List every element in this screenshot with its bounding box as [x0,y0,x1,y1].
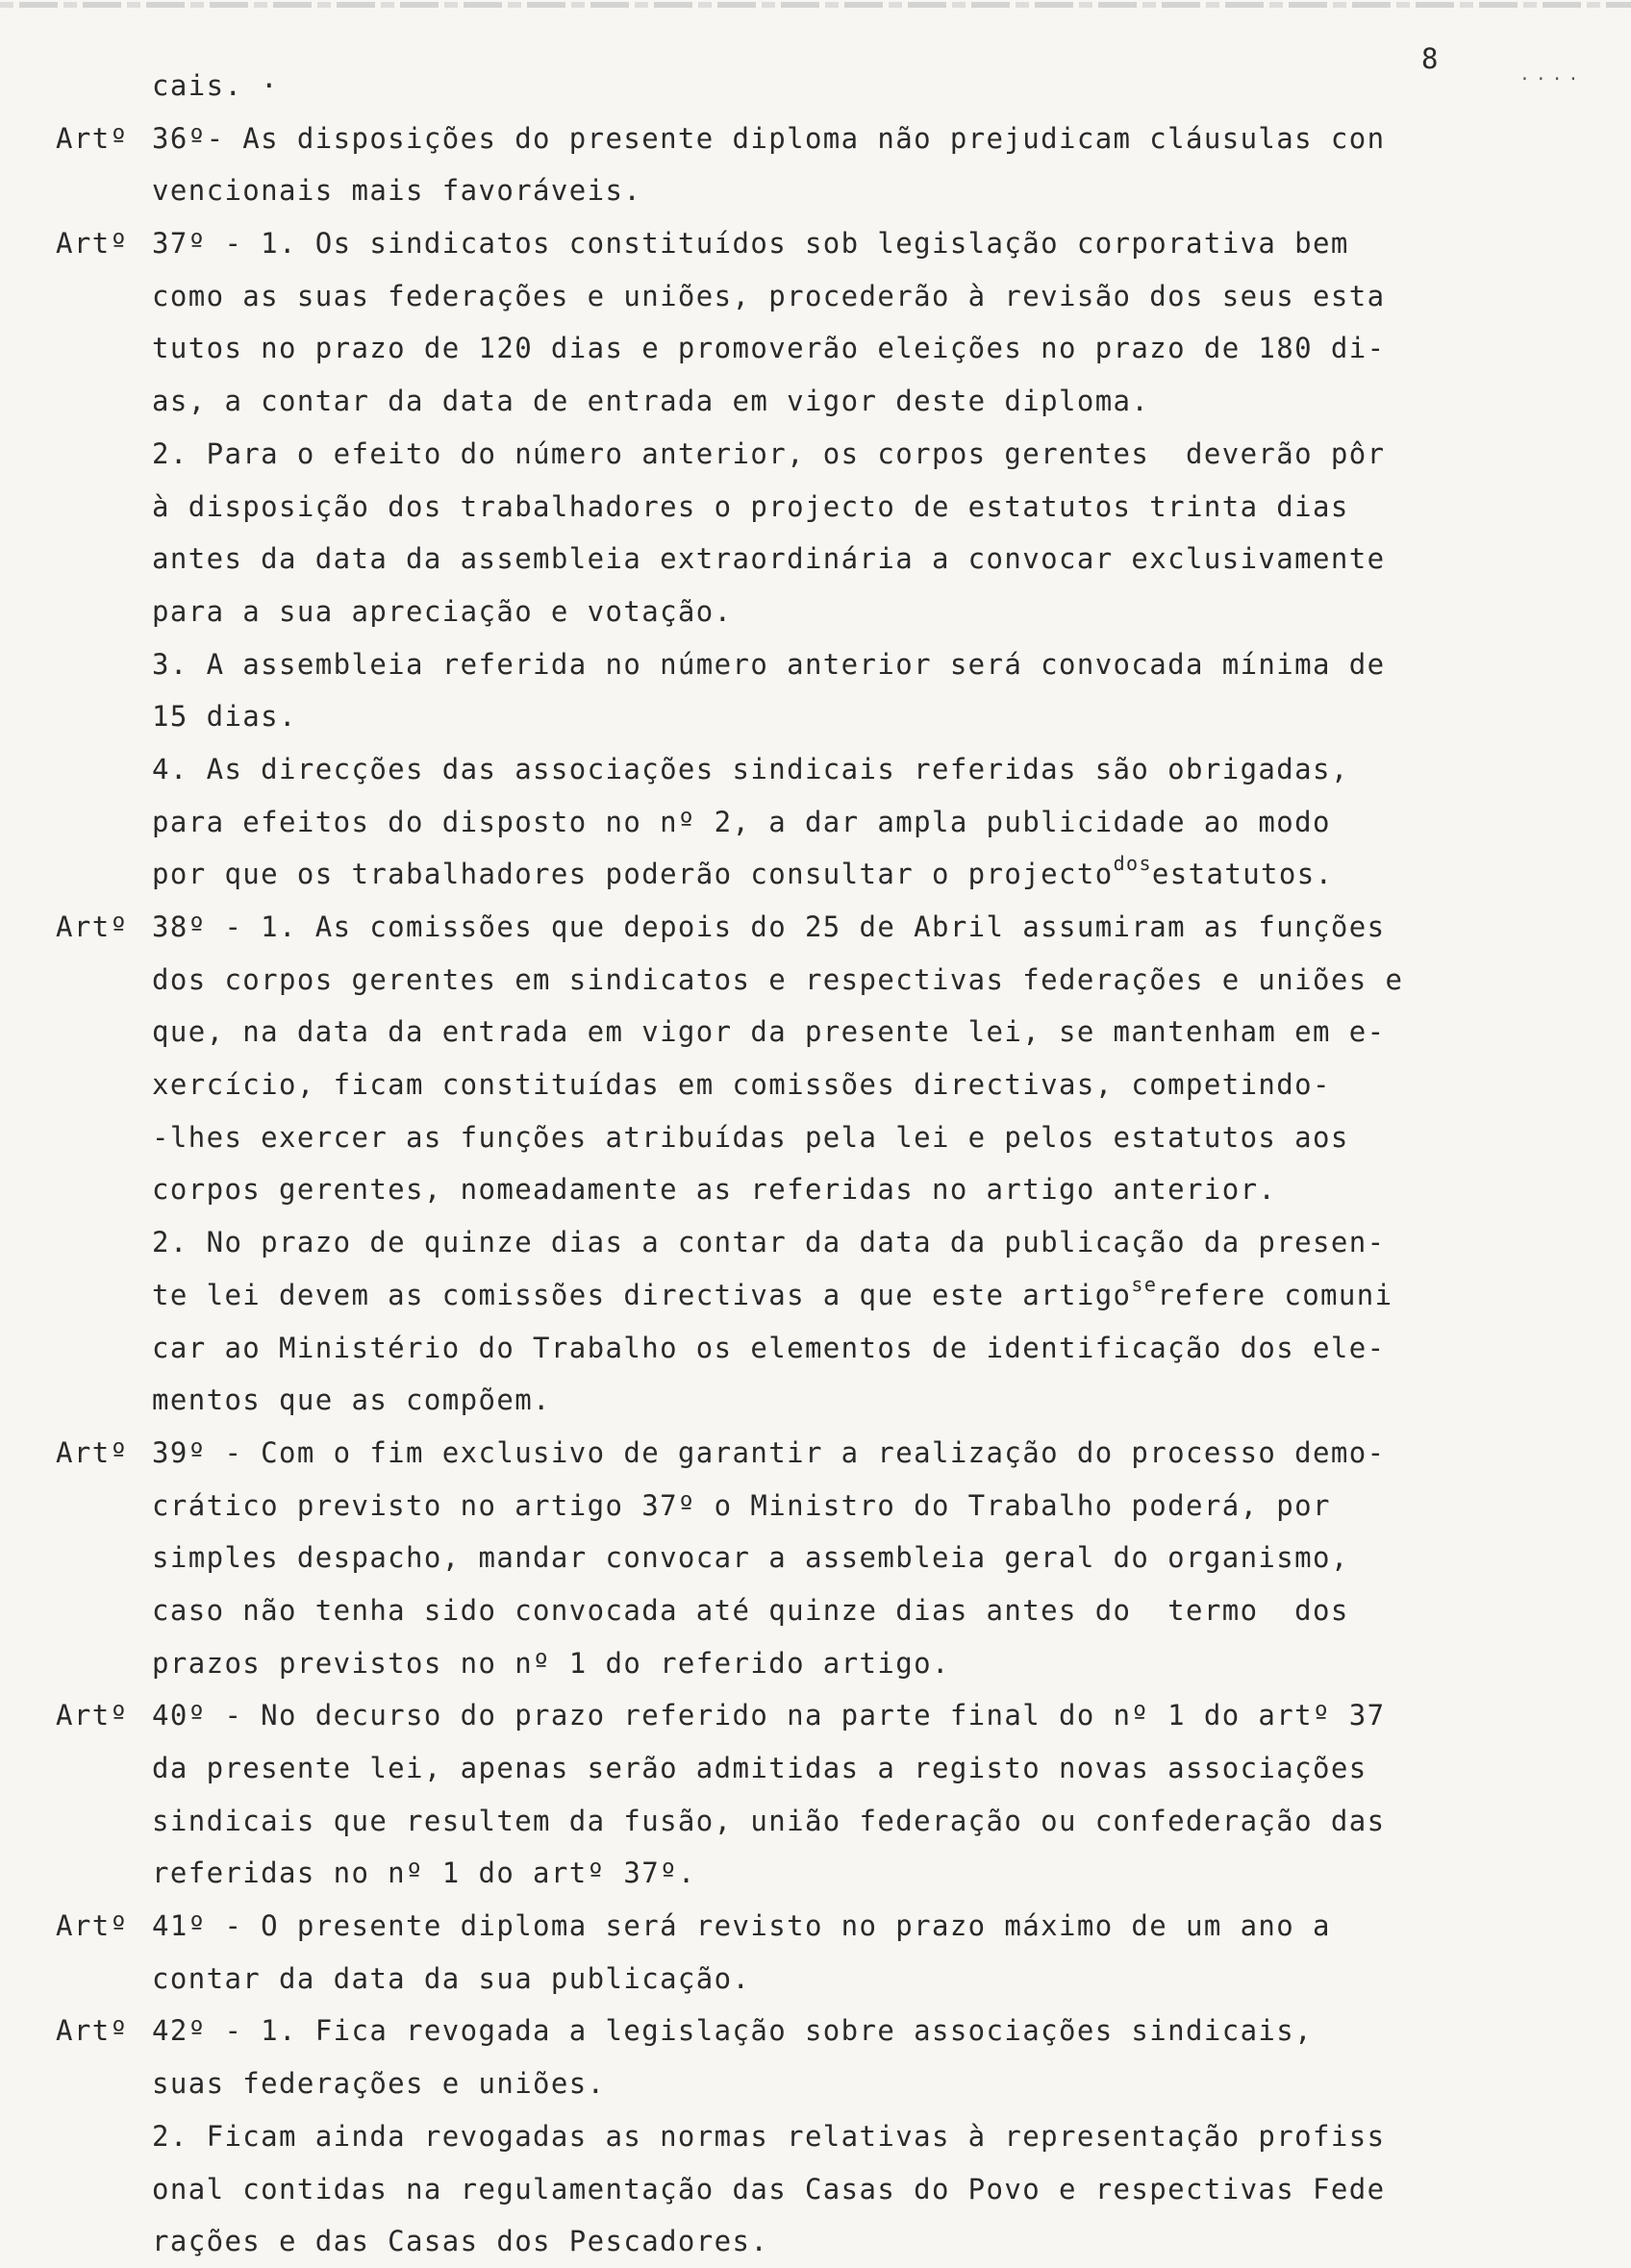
line-text: crático previsto no artigo 37º o Ministro do Trabalho poderá, por [152,1488,1331,1522]
line-text: as, a contar da data de entrada em vigor deste diploma. [152,385,1150,418]
line-text: te lei devem as comissões directivas a que este artigo [152,1278,1132,1311]
text-line [56,164,1498,217]
text-line [56,1742,1498,1795]
line-text: 40º - No decurso do prazo referido na parte final do nº 1 do artº 37 [152,1699,1386,1732]
line-text: tutos no prazo de 120 dias e promoverão eleições no prazo de 180 di- [152,332,1386,365]
line-text: 38º - 1. As comissões que depois do 25 de Abril assumiram as funções [152,910,1386,943]
article-line [56,217,1498,270]
text-line [56,428,1498,481]
text-line [56,586,1498,638]
line-text-continuation: estatutos. [1151,858,1334,891]
article-label: Artº [56,1435,129,1469]
line-text: da presente lei, apenas serão admitidas a registo novas associações [152,1752,1368,1784]
text-line [56,1953,1498,2006]
line-text: 41º - O presente diploma será revisto no prazo máximo de um ano a [152,1909,1331,1943]
line-text: 4. As direcções das associações sindicais referidas são obrigadas, [152,752,1349,785]
text-line [56,1847,1498,1900]
article-label: Artº [56,227,129,261]
line-text: 39º - Com o fim exclusivo de garantir a realização do processo demo- [152,1435,1386,1469]
line-text: 15 dias. [152,700,297,734]
text-line [56,1111,1498,1164]
document-body [56,60,1498,2268]
scan-specks: ···· [1519,69,1585,89]
line-text: rações e das Casas dos Pescadores. [152,2225,769,2258]
text-line [56,1059,1498,1111]
line-text: car ao Ministério do Trabalho os elementos de identificação dos ele- [152,1331,1386,1364]
text-line [56,1216,1498,1269]
text-line [56,533,1498,586]
line-text: que, na data da entrada em vigor da presente lei, se mantenham em e- [152,1015,1386,1049]
line-text: caso não tenha sido convocada até quinze dias antes do termo dos [152,1593,1349,1627]
article-line [56,1900,1498,1953]
line-text: onal contidas na regulamentação das Casas do Povo e respectivas Fede [152,2172,1386,2206]
article-line [56,1427,1498,1480]
line-text: para efeitos do disposto no nº 2, a dar ampla publicidade ao modo [152,805,1331,838]
text-line [56,690,1498,743]
text-line [56,2215,1498,2268]
line-text: como as suas federações e uniões, procederão à revisão dos seus esta [152,279,1386,312]
article-label: Artº [56,2014,129,2048]
text-line [56,1795,1498,1848]
article-line [56,901,1498,954]
text-line [56,638,1498,691]
article-line [56,2005,1498,2057]
text-line [56,322,1498,375]
text-line [56,60,1498,112]
line-text: antes da data da assembleia extraordinária a convocar exclusivamente [152,542,1386,576]
line-text: 3. A assembleia referida no número anterior será convocada mínima de [152,647,1386,681]
text-line [56,743,1498,796]
line-text-continuation: refere comuni [1157,1278,1393,1311]
text-line [56,375,1498,428]
line-text: suas federações e uniões. [152,2067,606,2101]
line-text: xercício, ficam constituídas em comissões directivas, competindo- [152,1068,1331,1102]
line-text: -lhes exercer as funções atribuídas pela lei e pelos estatutos aos [152,1120,1349,1154]
line-text: corpos gerentes, nomeadamente as referidas no artigo anterior. [152,1173,1277,1207]
line-text: sindicais que resultem da fusão, união federação ou confederação das [152,1804,1386,1837]
article-label: Artº [56,121,129,155]
interlinear-insertion: se [1131,1272,1158,1296]
text-line [56,1637,1498,1690]
line-text: simples despacho, mandar convocar a assembleia geral do organismo, [152,1541,1349,1575]
text-line [56,954,1498,1007]
line-text: referidas no nº 1 do artº 37º. [152,1857,696,1890]
text-line [56,1006,1498,1059]
line-text: dos corpos gerentes em sindicatos e respectivas federações e uniões e [152,962,1404,996]
text-line [56,1584,1498,1637]
interlinear-insertion: dos [1113,852,1152,876]
text-line [56,796,1498,849]
text-line [56,848,1498,901]
line-text: à disposição dos trabalhadores o projecto de estatutos trinta dias [152,489,1349,523]
text-line [56,2110,1498,2163]
page-number: 8 [1421,42,1439,75]
line-text: prazos previstos no nº 1 do referido artigo. [152,1646,950,1680]
line-text: 2. Para o efeito do número anterior, os corpos gerentes deverão pôr [152,436,1386,470]
line-text: vencionais mais favoráveis. [152,174,642,208]
text-line [56,1163,1498,1216]
article-label: Artº [56,910,129,943]
text-line [56,270,1498,323]
line-text: para a sua apreciação e votação. [152,594,733,628]
line-text: 36º- As disposições do presente diploma não prejudicam cláusulas con [152,121,1386,155]
line-text: mentos que as compõem. [152,1383,551,1417]
scan-artifact-top [0,2,1631,8]
text-line [56,1269,1498,1322]
line-text: contar da data da sua publicação. [152,1961,751,1995]
article-line [56,112,1498,165]
line-text: 37º - 1. Os sindicatos constituídos sob legislação corporativa bem [152,227,1349,261]
text-line [56,481,1498,534]
line-text: 42º - 1. Fica revogada a legislação sobre associações sindicais, [152,2014,1314,2048]
text-line [56,1322,1498,1375]
text-line [56,2163,1498,2216]
line-text: cais. · [152,69,280,102]
text-line [56,1374,1498,1427]
line-text: 2. No prazo de quinze dias a contar da data da publicação da presen- [152,1226,1386,1259]
text-line [56,1480,1498,1533]
article-line [56,1689,1498,1742]
text-line [56,2057,1498,2110]
text-line [56,1532,1498,1584]
article-label: Artº [56,1699,129,1732]
line-text: 2. Ficam ainda revogadas as normas relativas à representação profiss [152,2119,1386,2153]
line-text: por que os trabalhadores poderão consultar o projecto [152,858,1114,891]
article-label: Artº [56,1909,129,1943]
